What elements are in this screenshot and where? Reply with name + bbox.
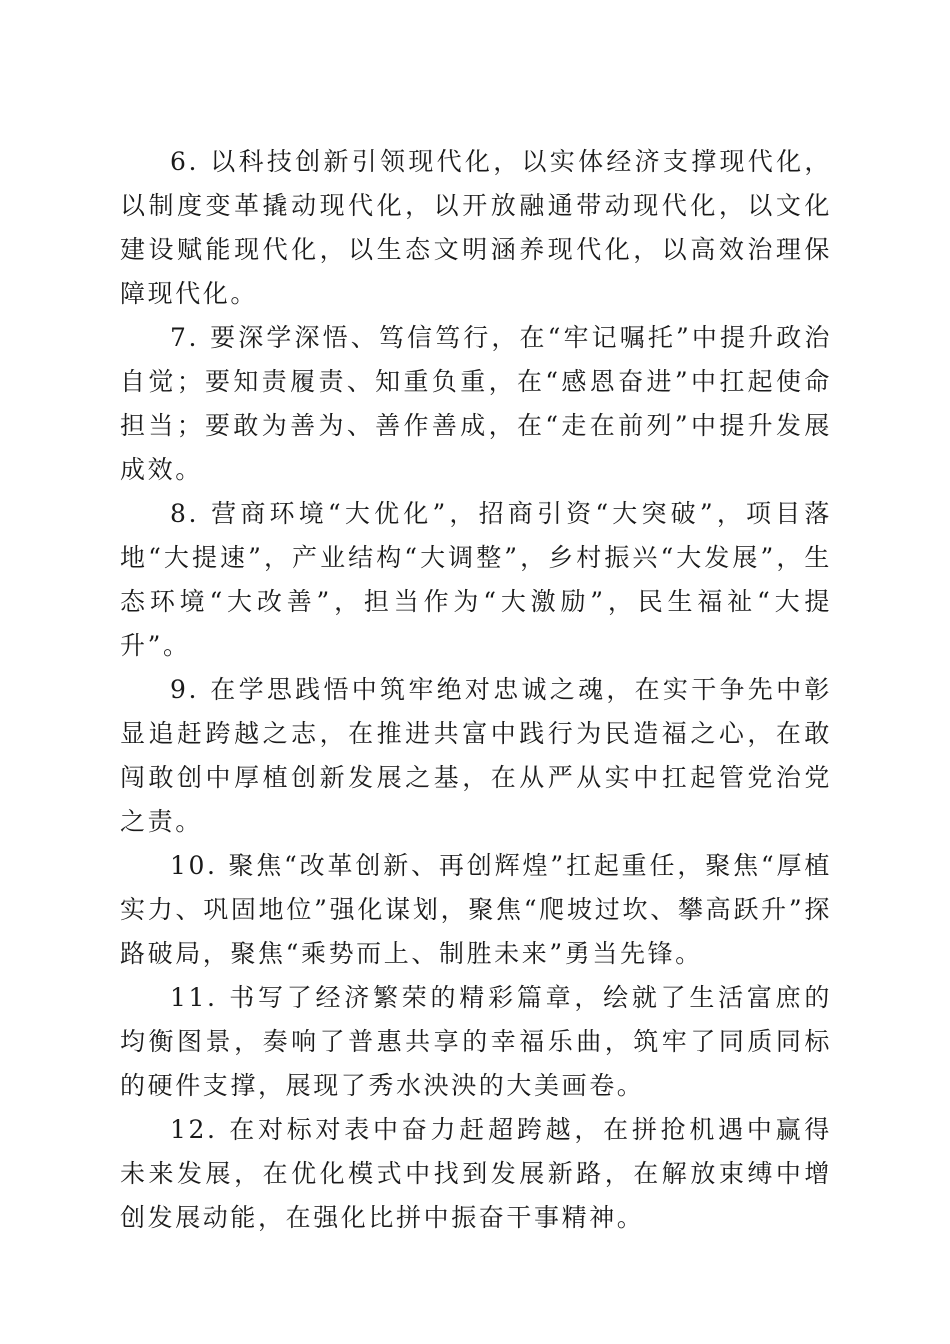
paragraph-6: 6. 以科技创新引领现代化，以实体经济支撑现代化，以制度变革撬动现代化，以开放融通带动现代化，以文化建设赋能现代化，以生态文明涵养现代化，以高效治理保障现代化。 <box>120 147 832 308</box>
paragraph-12: 12. 在对标对表中奋力赶超跨越，在拼抢机遇中赢得未来发展，在优化模式中找到发展新路，在解放束缚中增创发展动能，在强化比拼中振奋干事精神。 <box>120 1115 832 1232</box>
paragraph-9: 9. 在学思践悟中筑牢绝对忠诚之魂，在实干争先中彰显追赶跨越之志，在推进共富中践行为民造福之心，在敢闯敢创中厚植创新发展之基，在从严从实中扛起管党治党之责。 <box>120 675 832 836</box>
paragraph-10: 10. 聚焦“改革创新、再创辉煌”扛起重任，聚焦“厚植实力、巩固地位”强化谋划，聚焦“爬坡过坎、攀高跃升”探路破局，聚焦“乘势而上、制胜未来”勇当先锋。 <box>120 851 832 968</box>
paragraph-7: 7. 要深学深悟、笃信笃行，在“牢记嘱托”中提升政治自觉；要知责履责、知重负重，在“感恩奋进”中扛起使命担当；要敢为善为、善作善成，在“走在前列”中提升发展成效。 <box>120 323 832 484</box>
paragraph-8: 8. 营商环境“大优化”，招商引资“大突破”，项目落地“大提速”，产业结构“大调整”，乡村振兴“大发展”，生态环境“大改善”，担当作为“大激励”，民生福祉“大提升”。 <box>120 499 832 660</box>
paragraph-11: 11. 书写了经济繁荣的精彩篇章，绘就了生活富庶的均衡图景，奏响了普惠共享的幸福乐曲，筑牢了同质同标的硬件支撑，展现了秀水泱泱的大美画卷。 <box>120 983 832 1100</box>
document-body <box>120 140 832 1240</box>
